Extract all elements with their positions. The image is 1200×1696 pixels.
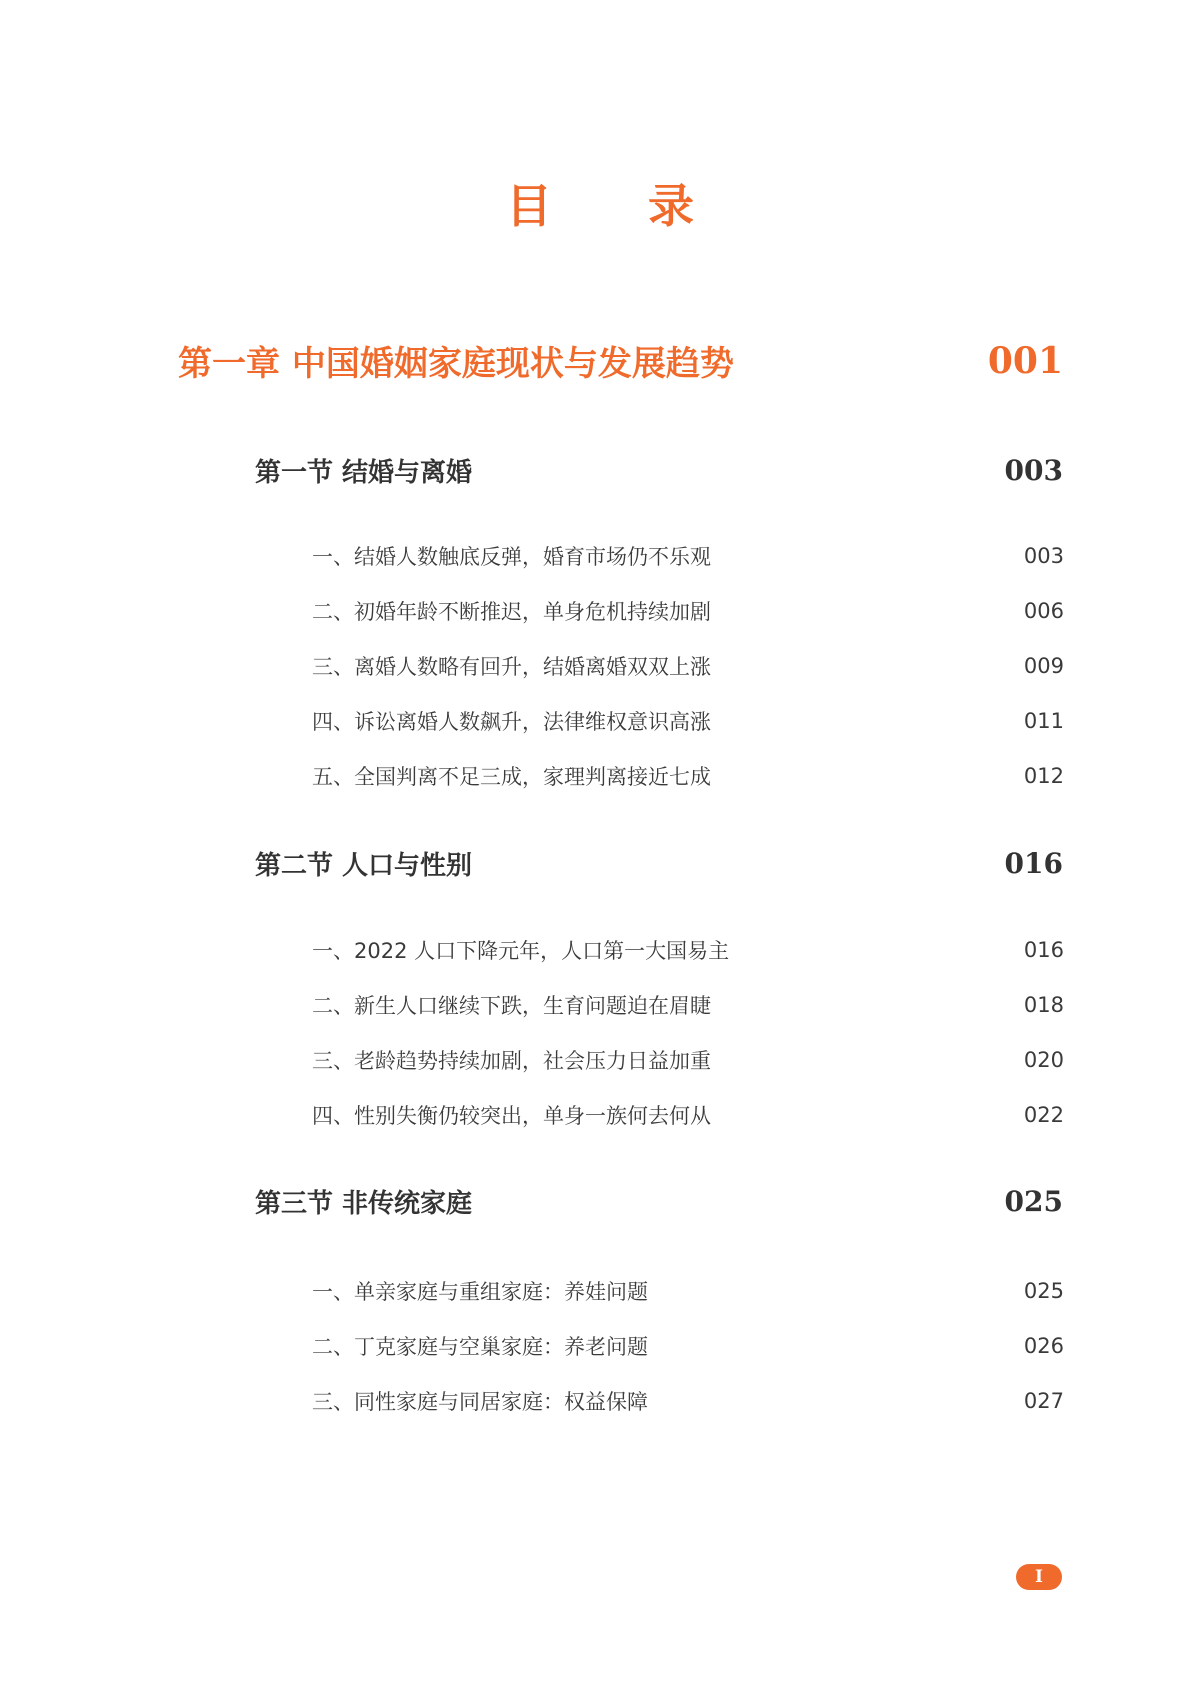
toc-item-page: 016 <box>1023 938 1064 962</box>
toc-item-label: 四、诉讼离婚人数飙升，法律维权意识高涨 <box>312 710 711 734</box>
toc-item-label: 五、全国判离不足三成，家理判离接近七成 <box>312 765 711 789</box>
section-2-entry[interactable] <box>255 845 1063 882</box>
section-3-page: 025 <box>1004 1185 1063 1218</box>
chapter-1-label: 第一章 中国婚姻家庭现状与发展趋势 <box>178 344 734 384</box>
toc-item-page: 011 <box>1023 709 1064 733</box>
toc-item-page: 003 <box>1023 544 1064 568</box>
toc-item-page: 009 <box>1023 654 1064 678</box>
toc-item-page: 020 <box>1023 1048 1064 1072</box>
toc-item-2-3[interactable] <box>312 1045 1064 1075</box>
toc-item-page: 006 <box>1023 599 1064 623</box>
toc-item-label: 一、单亲家庭与重组家庭：养娃问题 <box>312 1280 648 1304</box>
section-3-entry[interactable] <box>255 1183 1063 1220</box>
toc-item-label: 三、老龄趋势持续加剧，社会压力日益加重 <box>312 1049 711 1073</box>
toc-item-3-3[interactable] <box>312 1386 1064 1416</box>
toc-item-label: 二、新生人口继续下跌，生育问题迫在眉睫 <box>312 994 711 1018</box>
toc-item-label: 三、同性家庭与同居家庭：权益保障 <box>312 1390 648 1414</box>
toc-item-label: 二、初婚年龄不断推迟，单身危机持续加剧 <box>312 600 711 624</box>
toc-item-label: 一、结婚人数触底反弹，婚育市场仍不乐观 <box>312 545 711 569</box>
chapter-1-entry[interactable] <box>178 336 1063 385</box>
toc-item-1-3[interactable] <box>312 651 1064 681</box>
toc-item-1-1[interactable] <box>312 541 1064 571</box>
chapter-1-page: 001 <box>987 339 1063 382</box>
page-number-badge: I <box>1016 1564 1062 1590</box>
toc-item-label: 一、2022 人口下降元年，人口第一大国易主 <box>312 939 730 963</box>
toc-item-3-2[interactable] <box>312 1331 1064 1361</box>
toc-item-page: 027 <box>1023 1389 1064 1413</box>
section-2-label: 第二节 人口与性别 <box>255 851 473 881</box>
toc-item-2-4[interactable] <box>312 1100 1064 1130</box>
toc-item-page: 018 <box>1023 993 1064 1017</box>
toc-item-1-5[interactable] <box>312 761 1064 791</box>
toc-item-label: 三、离婚人数略有回升，结婚离婚双双上涨 <box>312 655 711 679</box>
toc-item-label: 二、丁克家庭与空巢家庭：养老问题 <box>312 1335 648 1359</box>
toc-title: 目 录 <box>505 179 734 233</box>
toc-item-2-2[interactable] <box>312 990 1064 1020</box>
section-1-entry[interactable] <box>255 452 1063 489</box>
toc-item-page: 026 <box>1023 1334 1064 1358</box>
toc-item-page: 025 <box>1023 1279 1064 1303</box>
section-2-page: 016 <box>1004 847 1063 880</box>
toc-item-label: 四、性别失衡仍较突出，单身一族何去何从 <box>312 1104 711 1128</box>
toc-item-page: 012 <box>1023 764 1064 788</box>
toc-item-1-2[interactable] <box>312 596 1064 626</box>
toc-item-1-4[interactable] <box>312 706 1064 736</box>
toc-item-3-1[interactable] <box>312 1276 1064 1306</box>
section-1-page: 003 <box>1004 454 1063 487</box>
toc-item-page: 022 <box>1023 1103 1064 1127</box>
toc-item-2-1[interactable] <box>312 935 1064 965</box>
section-1-label: 第一节 结婚与离婚 <box>255 458 473 488</box>
section-3-label: 第三节 非传统家庭 <box>255 1189 473 1219</box>
